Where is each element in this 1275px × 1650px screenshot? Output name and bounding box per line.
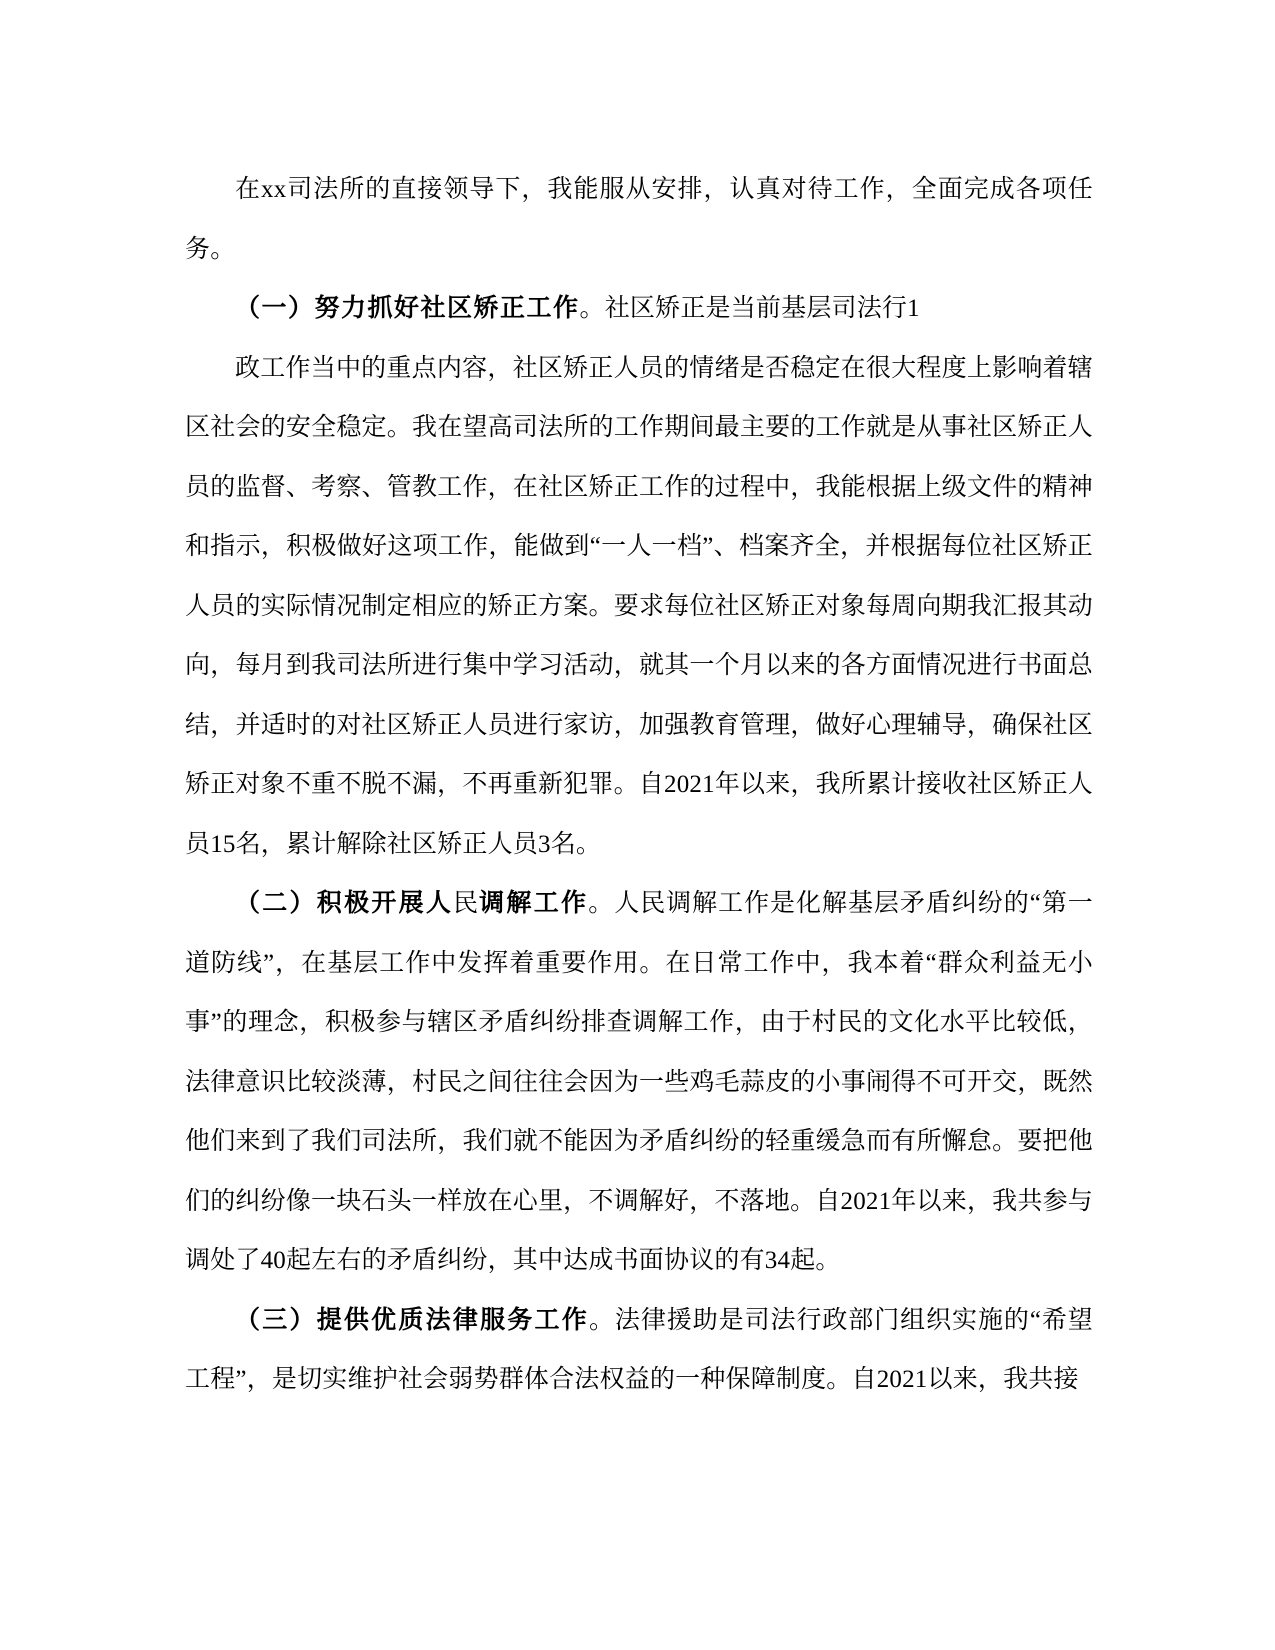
document-body [185,160,1093,1410]
body-text-run: 。社区矫正是当前基层司法行1 [579,295,920,322]
paragraph-p5 [185,1291,1093,1410]
body-text-run: 。人民调解工作是化解基层矛盾纠纷的“第一道防线”，在基层工作中发挥着重要作用。在日常工作中，我本着“群众利益无小事”的理念，积极参与辖区矛盾纠纷排查调解工作，由于村民的文化水平比较低，法律意识比较淡薄，村民之间往往会因为一些鸡毛蒜皮的小事闹得不可开交，既然他们来到了我们司法所，我们就不能因为矛盾纠纷的轻重缓急而有所懈怠。要把他们的纠纷像一块石头一样放在心里，不调解好，不落地。自2021年以来，我共参与调处了40起左右的矛盾纠纷，其中达成书面协议的有34起。 [185,890,1093,1274]
body-text-run: 政工作当中的重点内容，社区矫正人员的情绪是否稳定在很大程度上影响着辖区社会的安全稳定。我在望高司法所的工作期间最主要的工作就是从事社区矫正人员的监督、考察、管教工作，在社区矫正工作的过程中，我能根据上级文件的精神和指示，积极做好这项工作，能做到“一人一档”、档案齐全，并根据每位社区矫正人员的实际情况制定相应的矫正方案。要求每位社区矫正对象每周向期我汇报其动向，每月到我司法所进行集中学习活动，就其一个月以来的各方面情况进行书面总结，并适时的对社区矫正人员进行家访，加强教育管理，做好心理辅导，确保社区矫正对象不重不脱不漏，不再重新犯罪。自2021年以来，我所累计接收社区矫正人员15名，累计解除社区矫正人员3名。 [185,354,1093,858]
section-heading-run: （三）提供优质法律服务工作 [235,1306,589,1334]
paragraph-p2 [185,279,1093,339]
section-heading-run: （二）积极开展人 [235,890,454,917]
paragraph-p3 [185,339,1093,875]
body-text-run: 。法律援助是司法行政部门组织实施的“希望工程”，是切实维护社会弱势群体合法权益的一种保障制度。自2021以来，我共接 [185,1306,1093,1393]
body-text-run: 在xx司法所的直接领导下，我能服从安排，认真对待工作，全面完成各项任务。 [185,176,1093,263]
paragraph-p1 [185,160,1093,279]
section-heading-run: 调解工作 [479,890,589,917]
section-heading-run: （一）努力抓好社区矫正工作 [235,295,580,322]
paragraph-p4 [185,874,1093,1291]
body-text-run: 民 [453,890,480,917]
